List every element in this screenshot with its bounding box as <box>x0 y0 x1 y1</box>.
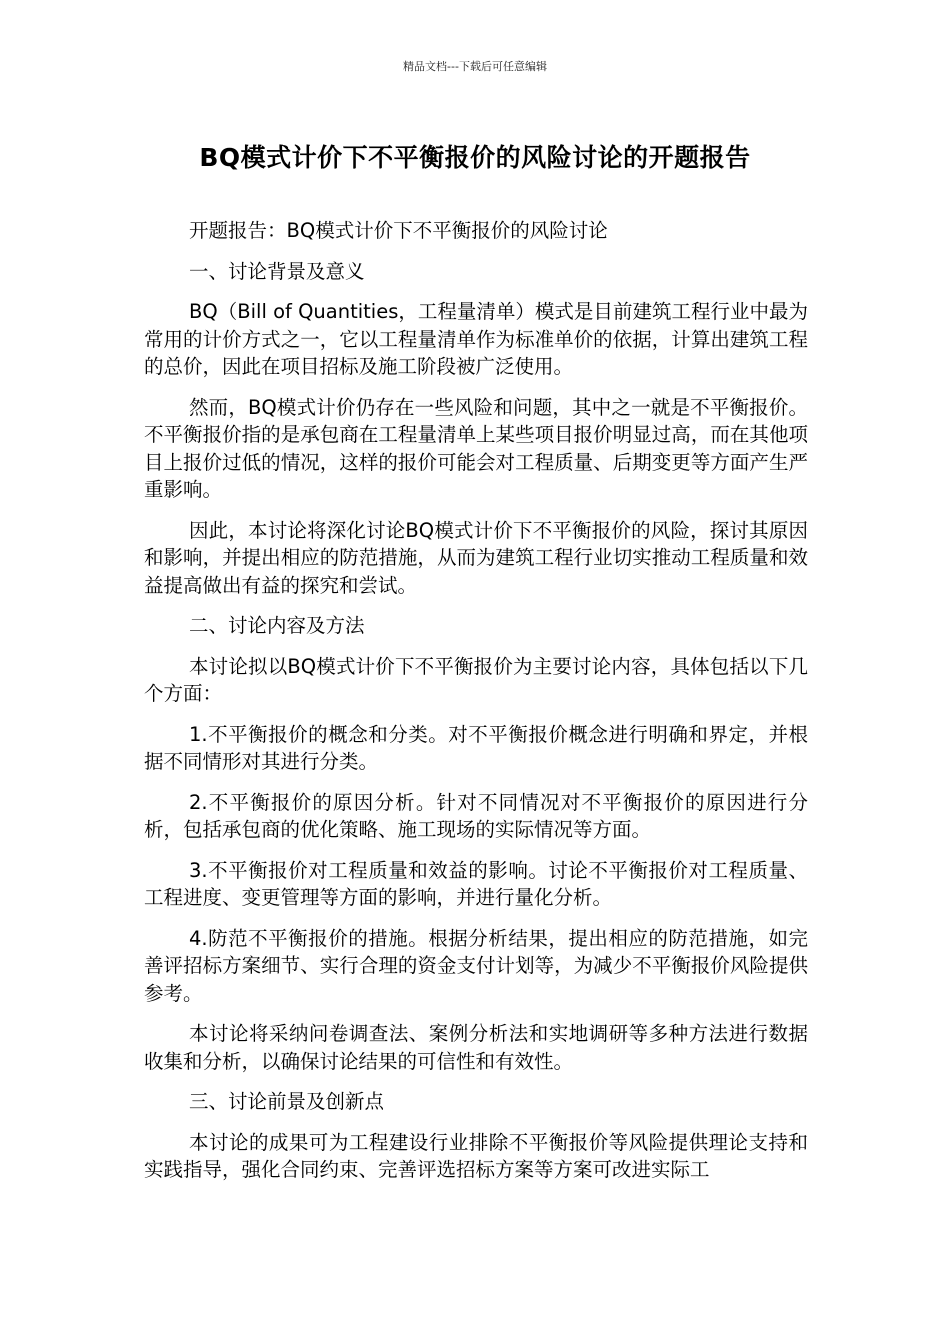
paragraph-methods: 本讨论将采纳问卷调查法、案例分析法和实地调研等多种方法进行数据收集和分析，以确保讨论结果的可信性和有效性。 <box>144 1022 808 1073</box>
section-heading-prospects: 三、讨论前景及创新点 <box>189 1090 385 1113</box>
list-item-causes: 2.不平衡报价的原因分析。针对不同情况对不平衡报价的原因进行分析，包括承包商的优化策略、施工现场的实际情况等方面。 <box>144 790 808 841</box>
paragraph-bq-definition: BQ（Bill of Quantities，工程量清单）模式是目前建筑工程行业中最为常用的计价方式之一，它以工程量清单作为标准单价的依据，计算出建筑工程的总价，因此在项目招标及施工阶段被广泛使用。 <box>144 300 808 378</box>
section-heading-content-methods: 二、讨论内容及方法 <box>189 614 365 637</box>
paragraph-report-heading: 开题报告：BQ模式计价下不平衡报价的风险讨论 <box>189 219 608 242</box>
paragraph-content-intro: 本讨论拟以BQ模式计价下不平衡报价为主要讨论内容，具体包括以下几个方面： <box>144 654 808 705</box>
paragraph-prospects: 本讨论的成果可为工程建设行业排除不平衡报价等风险提供理论支持和实践指导，强化合同约束、完善评选招标方案等方案可改进实际工 <box>144 1130 808 1181</box>
paragraph-unbalanced-bid-problem: 然而，BQ模式计价仍存在一些风险和问题，其中之一就是不平衡报价。不平衡报价指的是承包商在工程量清单上某些项目报价明显过高，而在其他项目上报价过低的情况，这样的报价可能会对工程质量、后期变更等方面产生严重影响。 <box>144 395 808 501</box>
page-header-note: 精品文档---下载后可任意编辑 <box>403 60 547 73</box>
list-item-impact: 3.不平衡报价对工程质量和效益的影响。讨论不平衡报价对工程质量、工程进度、变更管理等方面的影响，并进行量化分析。 <box>144 858 808 909</box>
document-title: BQ模式计价下不平衡报价的风险讨论的开题报告 <box>199 143 751 172</box>
list-item-prevention: 4.防范不平衡报价的措施。根据分析结果，提出相应的防范措施，如完善评招标方案细节、实行合理的资金支付计划等，为减少不平衡报价风险提供参考。 <box>144 926 808 1005</box>
document-body <box>144 217 808 1197</box>
list-item-concept: 1.不平衡报价的概念和分类。对不平衡报价概念进行明确和界定，并根据不同情形对其进行分类。 <box>144 722 808 773</box>
section-heading-background: 一、讨论背景及意义 <box>189 259 365 283</box>
paragraph-study-purpose: 因此，本讨论将深化讨论BQ模式计价下不平衡报价的风险，探讨其原因和影响，并提出相应的防范措施，从而为建筑工程行业切实推动工程质量和效益提高做出有益的探究和尝试。 <box>144 518 808 597</box>
